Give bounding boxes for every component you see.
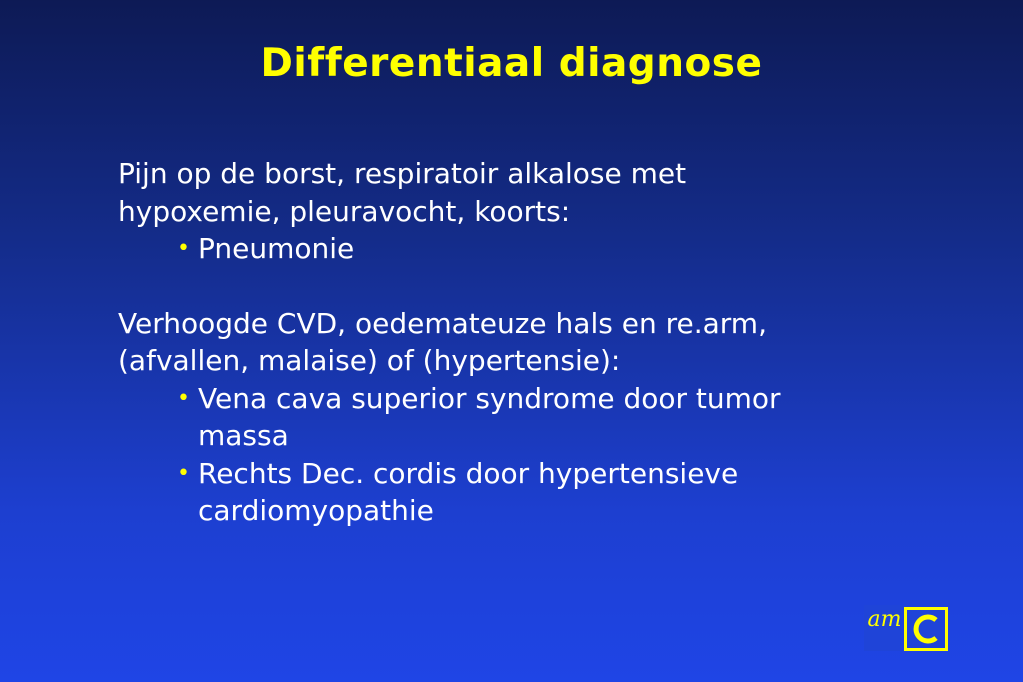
bullet-item [118, 380, 818, 455]
amc-c-logo-icon [904, 607, 948, 651]
section2-bullet-list [118, 380, 918, 530]
section-gap [118, 268, 918, 305]
bullet-text-line2: massa [198, 419, 289, 452]
section2-line2: (afvallen, malaise) of (hypertensie): [118, 344, 621, 377]
section1-intro [118, 155, 918, 230]
section2-line1: Verhoogde CVD, oedemateuze hals en re.arm, [118, 306, 767, 340]
section2-intro [118, 305, 918, 380]
amc-logo-text: am [864, 605, 905, 651]
slide-content [118, 155, 918, 530]
bullet-icon: • [177, 385, 190, 411]
bullet-text-line2: cardiomyopathie [198, 494, 434, 527]
section1-line2: hypoxemie, pleuravocht, koorts: [118, 194, 571, 228]
bullet-icon: • [177, 460, 190, 486]
bullet-icon: • [177, 236, 190, 261]
section1-line1: Pijn op de borst, respiratoir alkalose met [118, 157, 687, 190]
slide-title: Differentiaal diagnose [260, 41, 763, 86]
amc-logo [864, 605, 948, 653]
bullet-item [118, 455, 818, 530]
section1-bullet-list [118, 230, 918, 268]
bullet-item [118, 230, 818, 268]
bullet-text: Pneumonie [198, 232, 355, 265]
bullet-text-line1: Vena cava superior syndrome door tumor [198, 381, 781, 415]
bullet-text-line1: Rechts Dec. cordis door hypertensieve [198, 456, 739, 490]
